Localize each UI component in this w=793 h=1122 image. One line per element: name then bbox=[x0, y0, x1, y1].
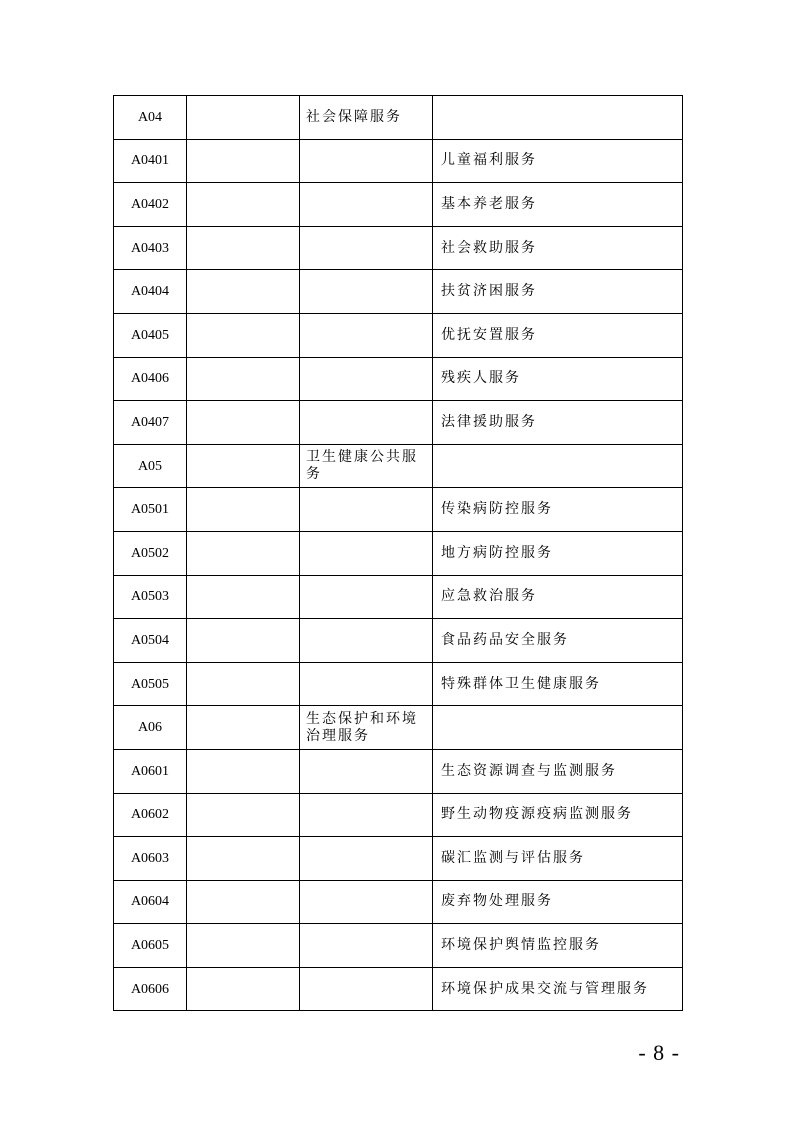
category-code-cell: A0501 bbox=[114, 488, 187, 532]
level1-cell bbox=[187, 357, 300, 401]
level3-category-cell: 优抚安置服务 bbox=[433, 313, 683, 357]
level1-cell bbox=[187, 531, 300, 575]
category-code-cell: A0504 bbox=[114, 619, 187, 663]
level1-cell bbox=[187, 96, 300, 140]
level1-cell bbox=[187, 880, 300, 924]
category-code-cell: A0503 bbox=[114, 575, 187, 619]
page-number: - 8 - bbox=[638, 1040, 680, 1065]
level1-cell bbox=[187, 793, 300, 837]
level3-category-cell: 生态资源调查与监测服务 bbox=[433, 749, 683, 793]
level2-category-cell bbox=[300, 531, 433, 575]
level1-cell bbox=[187, 706, 300, 750]
table-row bbox=[114, 226, 683, 270]
level2-category-cell bbox=[300, 575, 433, 619]
level2-category-cell bbox=[300, 401, 433, 445]
level1-cell bbox=[187, 575, 300, 619]
level1-cell bbox=[187, 226, 300, 270]
level3-category-cell: 社会救助服务 bbox=[433, 226, 683, 270]
table-row bbox=[114, 96, 683, 140]
category-code-cell: A0402 bbox=[114, 183, 187, 227]
category-code-cell: A04 bbox=[114, 96, 187, 140]
level1-cell bbox=[187, 619, 300, 663]
level1-cell bbox=[187, 924, 300, 968]
table-row bbox=[114, 575, 683, 619]
table-row bbox=[114, 619, 683, 663]
category-code-cell: A0602 bbox=[114, 793, 187, 837]
category-code-cell: A0407 bbox=[114, 401, 187, 445]
level3-category-cell: 基本养老服务 bbox=[433, 183, 683, 227]
category-code-cell: A0601 bbox=[114, 749, 187, 793]
level2-category-cell bbox=[300, 880, 433, 924]
table-row bbox=[114, 488, 683, 532]
level3-category-cell: 环境保护舆情监控服务 bbox=[433, 924, 683, 968]
level3-category-cell: 传染病防控服务 bbox=[433, 488, 683, 532]
level1-cell bbox=[187, 837, 300, 881]
level2-category-cell bbox=[300, 270, 433, 314]
level1-cell bbox=[187, 313, 300, 357]
level2-category-cell bbox=[300, 924, 433, 968]
table-row bbox=[114, 924, 683, 968]
category-code-cell: A0604 bbox=[114, 880, 187, 924]
table-row bbox=[114, 444, 683, 488]
table-row bbox=[114, 749, 683, 793]
level3-category-cell: 地方病防控服务 bbox=[433, 531, 683, 575]
table-row bbox=[114, 706, 683, 750]
category-code-cell: A0404 bbox=[114, 270, 187, 314]
level2-category-cell bbox=[300, 837, 433, 881]
table-row bbox=[114, 793, 683, 837]
table-row bbox=[114, 313, 683, 357]
level1-cell bbox=[187, 270, 300, 314]
level2-category-cell bbox=[300, 749, 433, 793]
category-code-cell: A0401 bbox=[114, 139, 187, 183]
category-code-cell: A06 bbox=[114, 706, 187, 750]
level2-category-cell bbox=[300, 357, 433, 401]
level3-category-cell: 残疾人服务 bbox=[433, 357, 683, 401]
level3-category-cell: 野生动物疫源疫病监测服务 bbox=[433, 793, 683, 837]
level3-category-cell: 法律援助服务 bbox=[433, 401, 683, 445]
level1-cell bbox=[187, 401, 300, 445]
level1-cell bbox=[187, 139, 300, 183]
level3-category-cell: 废弃物处理服务 bbox=[433, 880, 683, 924]
table-row bbox=[114, 401, 683, 445]
category-code-cell: A0606 bbox=[114, 967, 187, 1011]
level3-category-cell bbox=[433, 706, 683, 750]
category-code-cell: A0605 bbox=[114, 924, 187, 968]
table-row bbox=[114, 270, 683, 314]
table-row bbox=[114, 967, 683, 1011]
level3-category-cell: 扶贫济困服务 bbox=[433, 270, 683, 314]
level3-category-cell: 碳汇监测与评估服务 bbox=[433, 837, 683, 881]
level3-category-cell: 环境保护成果交流与管理服务 bbox=[433, 967, 683, 1011]
level2-category-cell bbox=[300, 967, 433, 1011]
category-code-cell: A0505 bbox=[114, 662, 187, 706]
level3-category-cell: 食品药品安全服务 bbox=[433, 619, 683, 663]
level3-category-cell bbox=[433, 96, 683, 140]
table-row bbox=[114, 662, 683, 706]
level1-cell bbox=[187, 967, 300, 1011]
category-code-cell: A05 bbox=[114, 444, 187, 488]
catalog-body bbox=[114, 96, 683, 1011]
category-code-cell: A0405 bbox=[114, 313, 187, 357]
level2-category-cell bbox=[300, 488, 433, 532]
category-code-cell: A0406 bbox=[114, 357, 187, 401]
level2-category-cell bbox=[300, 183, 433, 227]
level3-category-cell bbox=[433, 444, 683, 488]
table-row bbox=[114, 531, 683, 575]
level2-category-cell bbox=[300, 662, 433, 706]
category-code-cell: A0403 bbox=[114, 226, 187, 270]
level1-cell bbox=[187, 444, 300, 488]
level1-cell bbox=[187, 749, 300, 793]
level3-category-cell: 儿童福利服务 bbox=[433, 139, 683, 183]
table-row bbox=[114, 880, 683, 924]
level2-category-cell bbox=[300, 226, 433, 270]
level1-cell bbox=[187, 488, 300, 532]
service-catalog-table bbox=[113, 95, 683, 1011]
table-row bbox=[114, 183, 683, 227]
level2-category-cell bbox=[300, 619, 433, 663]
level2-category-cell bbox=[300, 313, 433, 357]
level2-category-cell bbox=[300, 793, 433, 837]
level3-category-cell: 特殊群体卫生健康服务 bbox=[433, 662, 683, 706]
level1-cell bbox=[187, 183, 300, 227]
level2-category-cell: 生态保护和环境治理服务 bbox=[300, 706, 433, 750]
level2-category-cell bbox=[300, 139, 433, 183]
table-row bbox=[114, 357, 683, 401]
level2-category-cell: 卫生健康公共服务 bbox=[300, 444, 433, 488]
table-row bbox=[114, 139, 683, 183]
table-row bbox=[114, 837, 683, 881]
category-code-cell: A0603 bbox=[114, 837, 187, 881]
level3-category-cell: 应急救治服务 bbox=[433, 575, 683, 619]
category-code-cell: A0502 bbox=[114, 531, 187, 575]
level2-category-cell: 社会保障服务 bbox=[300, 96, 433, 140]
level1-cell bbox=[187, 662, 300, 706]
